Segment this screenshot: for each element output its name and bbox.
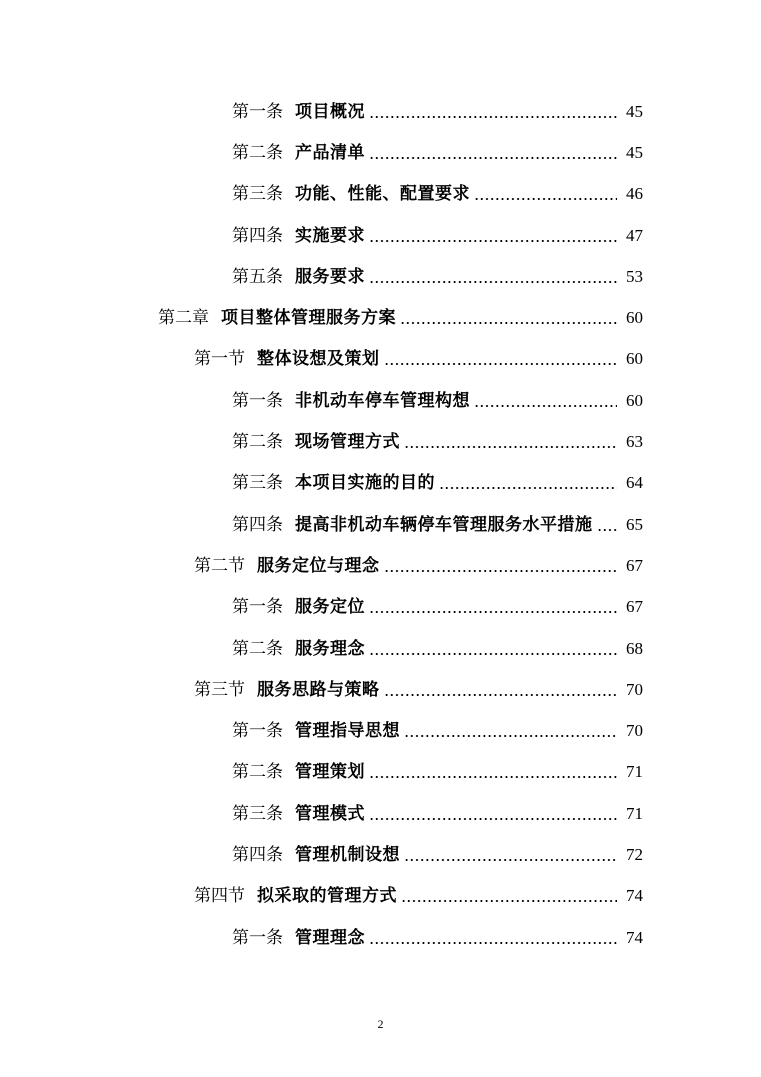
dot-leader	[400, 322, 617, 324]
toc-entry-label: 第二节	[194, 555, 245, 576]
dot-leader	[384, 570, 618, 572]
table-of-contents	[0, 91, 761, 958]
toc-entry[interactable]	[0, 917, 761, 958]
toc-entry[interactable]	[0, 132, 761, 173]
toc-entry-title: 产品清单	[295, 142, 365, 163]
dot-leader	[369, 818, 617, 820]
toc-entry-label: 第二条	[232, 762, 283, 783]
toc-entry-title: 服务定位与理念	[257, 555, 380, 576]
toc-entry-page: 63	[626, 432, 643, 452]
toc-entry[interactable]	[0, 380, 761, 421]
dot-leader	[474, 198, 617, 200]
toc-entry-label: 第三条	[232, 803, 283, 824]
toc-entry-label: 第四节	[194, 886, 245, 907]
toc-entry-title: 项目概况	[295, 101, 365, 122]
toc-entry-label: 第一条	[232, 101, 283, 122]
toc-entry-label: 第二条	[232, 638, 283, 659]
toc-entry-page: 72	[626, 844, 643, 864]
toc-entry-title: 服务要求	[295, 266, 365, 287]
toc-entry-page: 45	[626, 101, 643, 121]
toc-entry-section[interactable]	[0, 545, 761, 586]
toc-entry-page: 60	[626, 308, 643, 328]
toc-entry-page: 53	[626, 266, 643, 286]
toc-entry-page: 46	[626, 184, 643, 204]
toc-entry-label: 第二条	[232, 432, 283, 453]
dot-leader	[404, 859, 617, 861]
toc-entry-title: 现场管理方式	[295, 432, 400, 453]
toc-entry-title: 管理策划	[295, 762, 365, 783]
dot-leader	[369, 157, 617, 159]
toc-entry-page: 74	[626, 927, 643, 947]
dot-leader	[474, 405, 617, 407]
toc-entry[interactable]	[0, 421, 761, 462]
toc-entry-page: 60	[626, 390, 643, 410]
toc-entry-title: 提高非机动车辆停车管理服务水平措施	[295, 514, 593, 535]
toc-entry-page: 64	[626, 473, 643, 493]
dot-leader	[404, 735, 617, 737]
dot-leader	[369, 942, 617, 944]
toc-entry[interactable]	[0, 587, 761, 628]
toc-entry-page: 67	[626, 555, 643, 575]
toc-entry-title: 管理理念	[295, 927, 365, 948]
toc-entry-title: 管理模式	[295, 803, 365, 824]
toc-entry[interactable]	[0, 463, 761, 504]
toc-entry[interactable]	[0, 174, 761, 215]
toc-entry-title: 功能、性能、配置要求	[295, 184, 470, 205]
toc-entry-page: 68	[626, 638, 643, 658]
toc-entry-label: 第五条	[232, 266, 283, 287]
toc-entry-label: 第三节	[194, 679, 245, 700]
toc-entry-page: 71	[626, 762, 643, 782]
toc-entry-chapter[interactable]	[0, 297, 761, 338]
toc-entry-title: 服务思路与策略	[257, 679, 380, 700]
toc-entry[interactable]	[0, 834, 761, 875]
dot-leader	[597, 529, 618, 531]
toc-entry[interactable]	[0, 215, 761, 256]
toc-entry-title: 非机动车停车管理构想	[295, 390, 470, 411]
dot-leader	[384, 363, 618, 365]
toc-entry-label: 第一条	[232, 927, 283, 948]
toc-entry-label: 第四条	[232, 225, 283, 246]
toc-entry[interactable]	[0, 91, 761, 132]
toc-entry-label: 第三条	[232, 184, 283, 205]
toc-entry[interactable]	[0, 752, 761, 793]
toc-entry-label: 第二条	[232, 142, 283, 163]
toc-entry[interactable]	[0, 628, 761, 669]
dot-leader	[369, 116, 617, 118]
toc-entry-page: 74	[626, 886, 643, 906]
toc-entry-label: 第一节	[194, 349, 245, 370]
toc-entry-label: 第一条	[232, 721, 283, 742]
toc-entry-page: 47	[626, 225, 643, 245]
toc-entry-label: 第一条	[232, 390, 283, 411]
dot-leader	[369, 611, 617, 613]
dot-leader	[369, 776, 617, 778]
toc-entry-label: 第一条	[232, 597, 283, 618]
toc-entry-section[interactable]	[0, 339, 761, 380]
dot-leader	[369, 240, 617, 242]
toc-entry[interactable]	[0, 793, 761, 834]
dot-leader	[401, 900, 617, 902]
toc-entry[interactable]	[0, 256, 761, 297]
dot-leader	[384, 694, 618, 696]
toc-entry-title: 本项目实施的目的	[295, 473, 435, 494]
toc-entry-title: 服务理念	[295, 638, 365, 659]
dot-leader	[369, 281, 617, 283]
toc-entry-page: 70	[626, 679, 643, 699]
toc-entry-label: 第三条	[232, 473, 283, 494]
dot-leader	[439, 487, 617, 489]
toc-entry[interactable]	[0, 504, 761, 545]
dot-leader	[369, 653, 617, 655]
toc-entry-title: 整体设想及策划	[257, 349, 380, 370]
dot-leader	[404, 446, 617, 448]
toc-entry-section[interactable]	[0, 669, 761, 710]
page-number: 2	[377, 1017, 384, 1031]
toc-entry[interactable]	[0, 710, 761, 751]
toc-entry-page: 45	[626, 142, 643, 162]
toc-entry-page: 60	[626, 349, 643, 369]
toc-entry-title: 实施要求	[295, 225, 365, 246]
toc-entry-page: 67	[626, 597, 643, 617]
toc-entry-title: 拟采取的管理方式	[257, 886, 397, 907]
toc-entry-title: 项目整体管理服务方案	[221, 308, 396, 329]
toc-entry-label: 第四条	[232, 844, 283, 865]
toc-entry-title: 服务定位	[295, 597, 365, 618]
toc-entry-page: 65	[626, 514, 643, 534]
toc-entry-page: 71	[626, 803, 643, 823]
toc-entry-label: 第二章	[158, 308, 209, 329]
toc-entry-title: 管理指导思想	[295, 721, 400, 742]
toc-entry-title: 管理机制设想	[295, 844, 400, 865]
toc-entry-page: 70	[626, 721, 643, 741]
toc-entry-label: 第四条	[232, 514, 283, 535]
toc-entry-section[interactable]	[0, 876, 761, 917]
